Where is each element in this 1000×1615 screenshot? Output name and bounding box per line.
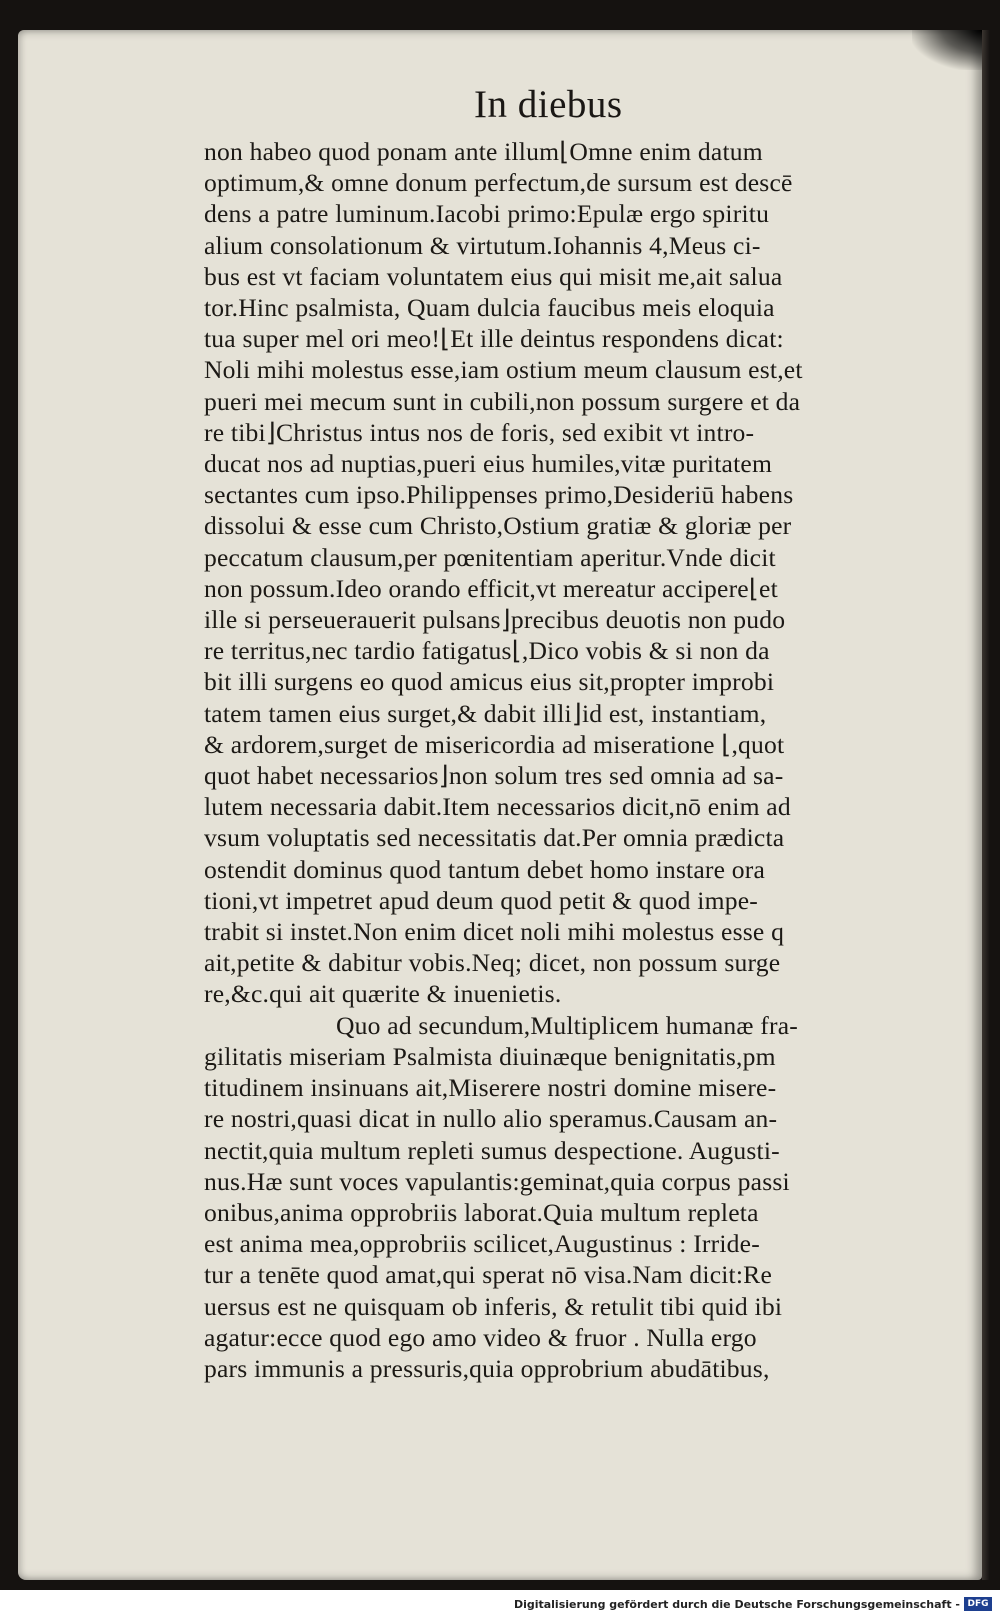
text-line: nectit,quia multum repleti sumus despectione. Augusti- [204, 1135, 780, 1165]
funding-credit: Digitalisierung gefördert durch die Deutsche Forschungsgemeinschaft - [513, 1598, 960, 1611]
text-line: titudinem insinuans ait,Miserere nostri domine misere- [204, 1073, 777, 1103]
text-line: tioni,vt impetret apud deum quod petit & quod impe- [204, 885, 758, 915]
text-line: uersus est ne quisquam ob inferis, & retulit tibi quid ibi [204, 1291, 783, 1321]
text-line: peccatum clausum,per pœnitentiam aperitur.Vnde dicit [204, 542, 776, 572]
text-line: optimum,& omne donum perfectum,de sursum est descē [204, 168, 793, 198]
text-line: lutem necessaria dabit.Item necessarios dicit,nō enim ad [204, 792, 791, 822]
text-line: nus.Hæ sunt voces vapulantis:geminat,quia corpus passi [204, 1166, 790, 1196]
text-line: agatur:ecce quod ego amo video & fruor . Nulla ergo [204, 1322, 757, 1352]
text-line: dens a patre luminum.Iacobi primo:Epulæ ergo spiritu [204, 199, 770, 229]
text-line: dissolui & esse cum Christo,Ostium gratiæ & gloriæ per [204, 511, 792, 541]
text-line: & ardorem,surget de misericordia ad miseratione ⌊,quot [204, 729, 785, 759]
text-line: non possum.Ideo orando efficit,vt mereatur accipere⌊et [204, 573, 778, 603]
page-edge [982, 30, 990, 1580]
text-line: Noli mihi molestus esse,iam ostium meum clausum est,et [204, 355, 803, 385]
text-line: tor.Hinc psalmista, Quam dulcia faucibus meis eloquia [204, 293, 775, 323]
text-line: ostendit dominus quod tantum debet homo instare ora [204, 854, 766, 884]
text-line: gilitatis miseriam Psalmista diuinæque benignitatis,pm [204, 1041, 776, 1071]
text-line: vsum voluptatis sed necessitatis dat.Per omnia prædicta [204, 823, 785, 853]
text-line: re,&c.qui ait quærite & inuenietis. [204, 979, 562, 1009]
text-line: tatem tamen eius surget,& dabit illi⌋id est, instantiam, [204, 698, 767, 728]
text-line: trabit si instet.Non enim dicet noli mihi molestus esse q [204, 917, 785, 947]
text-line: tua super mel ori meo!⌊Et ille deintus respondens dicat: [204, 324, 784, 354]
page-corner-shadow [912, 30, 982, 70]
text-line: sectantes cum ipso.Philippenses primo,Desideriū habens [204, 480, 794, 510]
text-line: bit illi surgens eo quod amicus eius sit,propter improbi [204, 667, 775, 697]
text-line: pueri mei mecum sunt in cubili,non possum surgere et da [204, 386, 801, 416]
paragraph-start-line: Quo ad secundum,Multiplicem humanæ fra- [336, 1010, 798, 1040]
text-line: alium consolationum & virtutum.Iohannis 4,Meus ci- [204, 230, 761, 260]
text-line: quot habet necessarios⌋non solum tres sed omnia ad sa- [204, 761, 784, 791]
text-line: ait,petite & dabitur vobis.Neq; dicet, non possum surge [204, 948, 781, 978]
text-line: ducat nos ad nuptias,pueri eius humiles,vitæ puritatem [204, 449, 773, 479]
text-line: onibus,anima opprobriis laborat.Quia multum repleta [204, 1197, 759, 1227]
body-text [204, 136, 908, 1384]
text-line: pars immunis a pressuris,quia opprobrium abudātibus, [204, 1353, 770, 1383]
text-line: re tibi⌋Christus intus nos de foris, sed exibit vt intro- [204, 417, 755, 447]
text-line: non habeo quod ponam ante illum⌊Omne enim datum [204, 137, 763, 166]
dfg-logo: DFG [964, 1597, 992, 1611]
text-line: re nostri,quasi dicat in nullo alio speramus.Causam an- [204, 1104, 778, 1134]
text-line: tur a tenēte quod amat,qui sperat nō visa.Nam dicit:Re [204, 1260, 773, 1290]
text-line: est anima mea,opprobriis scilicet,Augustinus : Irride- [204, 1229, 760, 1259]
running-header: In diebus [474, 83, 623, 126]
text-line: re territus,nec tardio fatigatus⌊,Dico vobis & si non da [204, 636, 770, 666]
text-line: ille si perseuerauerit pulsans⌋precibus deuotis non pudo [204, 605, 786, 635]
text-line: bus est vt faciam voluntatem eius qui misit me,ait salua [204, 261, 783, 291]
